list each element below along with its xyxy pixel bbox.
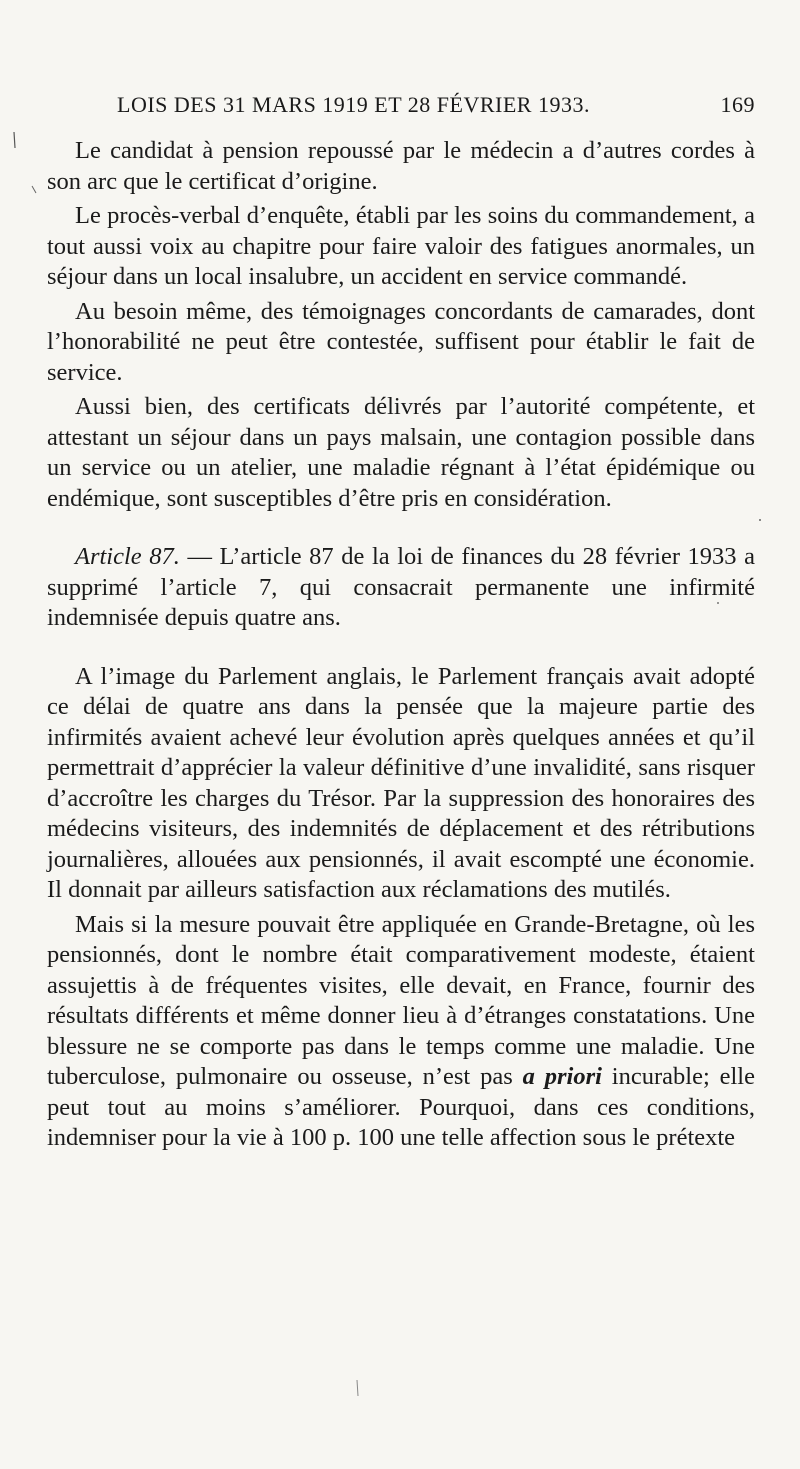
speck bbox=[759, 519, 761, 521]
article-paragraph bbox=[47, 542, 755, 634]
page-number: 169 bbox=[720, 92, 755, 117]
body-text bbox=[47, 136, 755, 1158]
paragraph: A l’image du Parlement anglais, le Parlement français avait adopté ce délai de quatre ans dans la pensée que la majeure partie des infirmités avaient achevé leur évolution après quelques années et qu’il permettrait d’apprécier la valeur définitive d’une invalidité, sans risquer d’accroître les charges du Trésor. Par la suppression des honoraires des médecins visiteurs, des indemnités de déplacement et des rétributions journalières, allouées aux pensionnés, il avait escompté une économie. Il donnait par ailleurs satisfaction aux réclamations des mutilés. bbox=[47, 662, 755, 903]
running-header bbox=[117, 92, 755, 124]
paragraph: Aussi bien, des certificats délivrés par l’autorité compétente, et attestant un séjour dans un pays malsain, une contagion possible dans un service ou un atelier, une maladie régnant à l’état épidémique ou endémique, sont susceptibles d’être pris en considération. bbox=[47, 393, 755, 512]
running-title: LOIS DES 31 MARS 1919 ET 28 FÉVRIER 1933. bbox=[117, 92, 590, 117]
paragraph-text: incurable; elle peut tout au moins s’améliorer. Pourquoi, dans ces conditions, indemniser pour la vie à 100 p. 100 une telle affection sous le prétexte bbox=[47, 1063, 755, 1151]
margin-mark bbox=[14, 132, 15, 148]
paragraph: Le procès-verbal d’enquête, établi par les soins du commandement, a tout aussi voix au chapitre pour faire valoir des fatigues anormales, un séjour dans un local insalubre, un accident en service commandé. bbox=[47, 202, 755, 290]
article-reference: Article 87. bbox=[75, 543, 180, 570]
paragraph-text: Mais si la mesure pouvait être appliquée en Grande-Bretagne, où les pensionnés, dont le nombre était comparativement modeste, étaient assujettis à de fréquentes visites, elle devait, en France, fournir des résultats différents et même donner lieu à d’étranges constatations. Une blessure ne se comporte pas dans le temps comme une maladie. Une tuberculose, pulmonaire ou osseuse, n’est pas bbox=[47, 910, 755, 1090]
article-text: — L’article 87 de la loi de finances du 28 février 1933 a supprimé l’article 7, qui consacrait permanente une infirmité indemnisée depuis quatre ans. bbox=[47, 543, 755, 631]
paragraph: Au besoin même, des témoignages concordants de camarades, dont l’honorabilité ne peut être contestée, suffisent pour établir le fait de service. bbox=[47, 297, 755, 386]
speck bbox=[357, 1380, 358, 1396]
paragraph: Le candidat à pension repoussé par le médecin a d’autres cordes à son arc que le certificat d’origine. bbox=[47, 137, 755, 195]
paragraph bbox=[47, 910, 755, 1154]
margin-mark bbox=[32, 186, 36, 193]
emphasis-text: a priori bbox=[522, 1063, 602, 1090]
